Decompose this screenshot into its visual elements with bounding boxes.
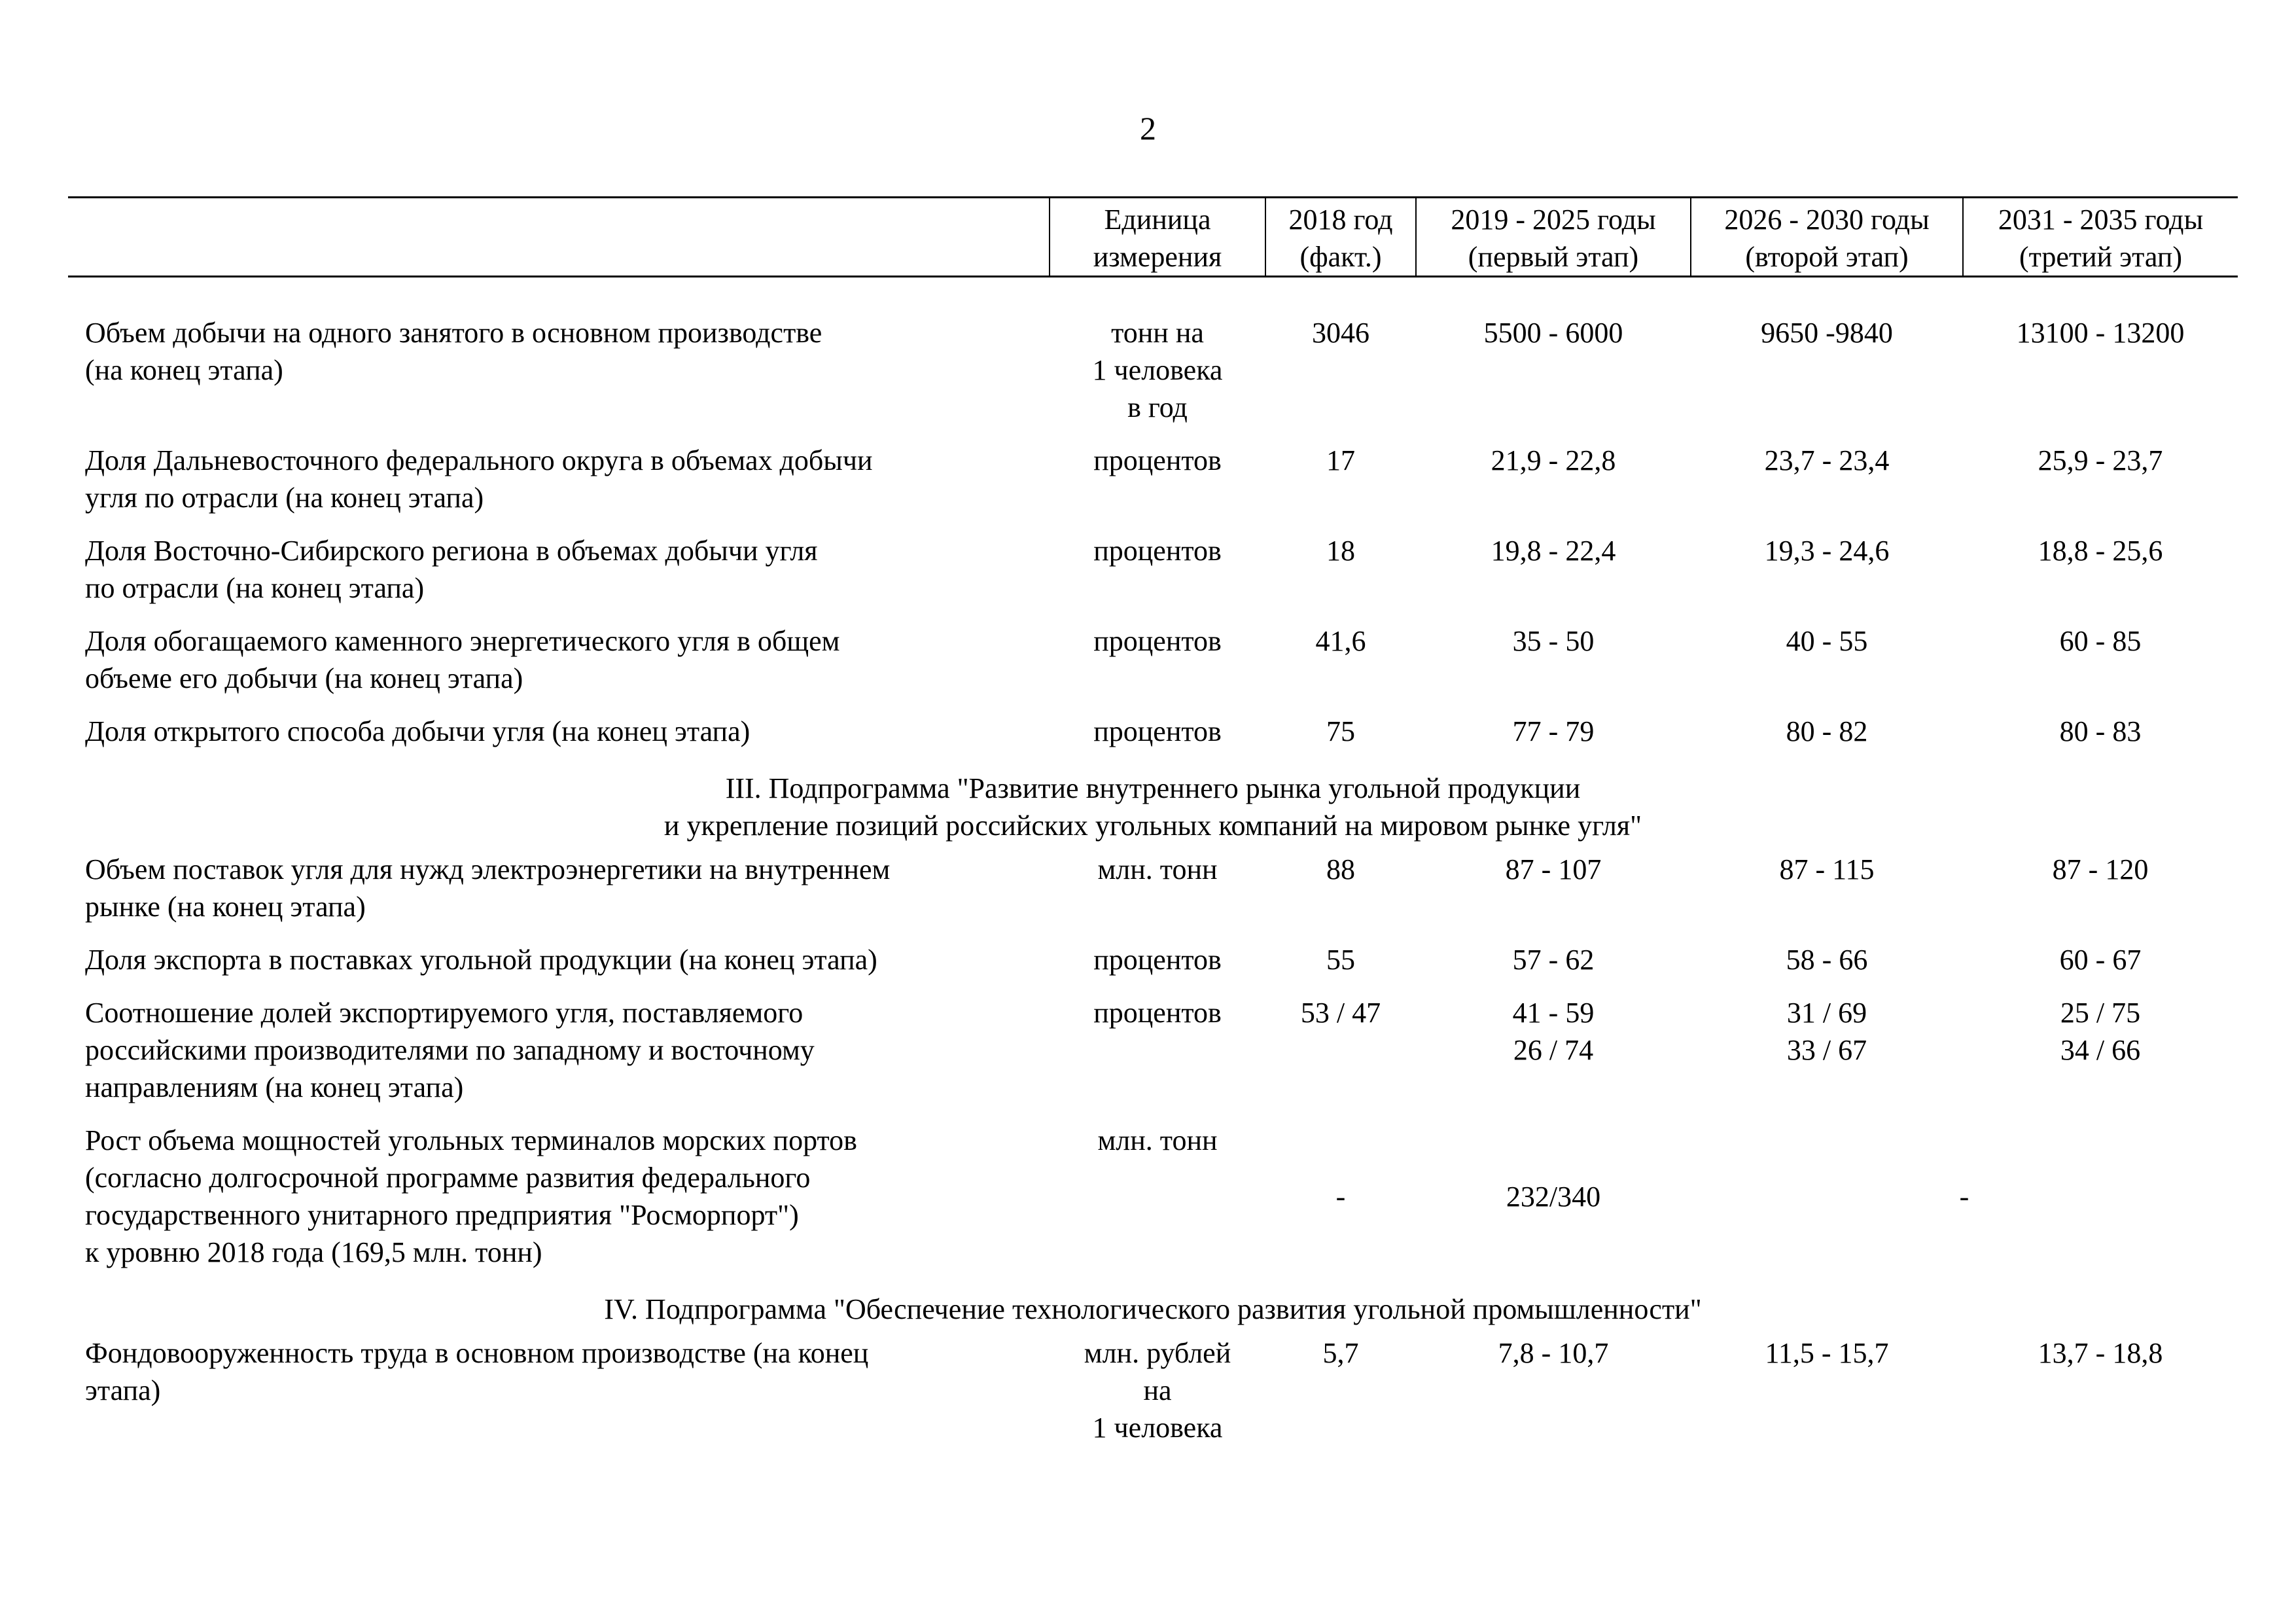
table-row bbox=[68, 314, 2238, 442]
value-stage1-cell bbox=[1416, 442, 1691, 532]
unit-cell-line: процентов bbox=[1093, 625, 1222, 657]
value-stage3-cell-line: 25 / 75 bbox=[2060, 997, 2141, 1029]
unit-cell-line: процентов bbox=[1093, 715, 1222, 747]
indicator-cell-line: Доля Дальневосточного федерального округа в объемах добычи bbox=[85, 444, 873, 476]
indicator-cell bbox=[68, 314, 1050, 442]
unit-cell-line: процентов bbox=[1093, 944, 1222, 976]
value-2018-cell bbox=[1265, 1334, 1416, 1462]
spacer-row bbox=[68, 277, 2238, 315]
unit-cell bbox=[1050, 713, 1265, 766]
value-stage3-cell-line: 18,8 - 25,6 bbox=[2038, 535, 2163, 567]
value-2018-cell-line: 3046 bbox=[1312, 317, 1369, 349]
value-stage2-cell bbox=[1691, 851, 1963, 941]
value-stage1-cell bbox=[1416, 851, 1691, 941]
table-row bbox=[68, 532, 2238, 622]
indicator-cell-line: Объем поставок угля для нужд электроэнергетики на внутреннем bbox=[85, 853, 891, 885]
value-stage1-cell bbox=[1416, 713, 1691, 766]
indicator-cell-line: угля по отрасли (на конец этапа) bbox=[85, 482, 484, 514]
unit-cell-line: тонн на bbox=[1111, 317, 1204, 349]
table-row bbox=[68, 713, 2238, 766]
value-stage3-cell bbox=[1963, 442, 2238, 532]
value-stage2-cell-line: 23,7 - 23,4 bbox=[1764, 444, 1890, 476]
section-heading bbox=[68, 1287, 2238, 1334]
value-stage2-cell bbox=[1691, 941, 1963, 994]
indicator-cell bbox=[68, 851, 1050, 941]
value-stage2-cell-line: 58 - 66 bbox=[1786, 944, 1868, 976]
value-stage1-cell bbox=[1416, 532, 1691, 622]
value-stage2-cell-line: 9650 -9840 bbox=[1761, 317, 1893, 349]
value-stage2-cell-line: 19,3 - 24,6 bbox=[1764, 535, 1890, 567]
indicator-cell-line: российскими производителями по западному и восточному bbox=[85, 1034, 815, 1066]
value-stage3-cell-line: 87 - 120 bbox=[2052, 853, 2149, 885]
section-heading-row bbox=[68, 766, 2238, 851]
value-stage3-cell bbox=[1963, 851, 2238, 941]
table-row bbox=[68, 851, 2238, 941]
table-header-row bbox=[68, 198, 2238, 277]
indicator-cell-line: Рост объема мощностей угольных терминалов морских портов bbox=[85, 1124, 857, 1156]
value-stage3-cell bbox=[1963, 622, 2238, 713]
value-stage3-cell bbox=[1963, 941, 2238, 994]
value-stage2-cell bbox=[1691, 532, 1963, 622]
value-stage3-cell-line: 34 / 66 bbox=[2060, 1034, 2141, 1066]
value-2018-cell-line: 17 bbox=[1326, 444, 1355, 476]
value-stage2-cell-line: 31 / 69 bbox=[1786, 997, 1867, 1029]
value-stage3-cell bbox=[1963, 994, 2238, 1122]
value-2018-cell-line: 18 bbox=[1326, 535, 1355, 567]
unit-cell bbox=[1050, 994, 1265, 1122]
value-stage3-cell-line: 13100 - 13200 bbox=[2016, 317, 2185, 349]
indicator-cell bbox=[68, 1334, 1050, 1462]
section-heading-line: III. Подпрограмма "Развитие внутреннего рынка угольной продукции bbox=[725, 772, 1581, 804]
indicator-cell bbox=[68, 994, 1050, 1122]
value-stage2-cell bbox=[1691, 622, 1963, 713]
value-stage3-cell bbox=[1963, 314, 2238, 442]
value-stage1-cell-line: 35 - 50 bbox=[1512, 625, 1595, 657]
value-2018-cell-line: 55 bbox=[1326, 944, 1355, 976]
value-stage1-cell-line: 21,9 - 22,8 bbox=[1491, 444, 1616, 476]
table-row bbox=[68, 941, 2238, 994]
indicator-cell-line: государственного унитарного предприятия "Росморпорт") bbox=[85, 1199, 799, 1231]
value-stage3-cell bbox=[1963, 1334, 2238, 1462]
value-stage1-cell-line: 41 - 59 bbox=[1512, 997, 1595, 1029]
value-stage1-cell-line: 7,8 - 10,7 bbox=[1498, 1337, 1609, 1369]
indicator-cell-line: по отрасли (на конец этапа) bbox=[85, 572, 425, 604]
header-unit: Единица измерения bbox=[1050, 198, 1265, 277]
indicator-cell-line: к уровню 2018 года (169,5 млн. тонн) bbox=[85, 1236, 542, 1268]
value-stage2-cell-line: 33 / 67 bbox=[1786, 1034, 1867, 1066]
value-2018-cell bbox=[1265, 532, 1416, 622]
table-row bbox=[68, 622, 2238, 713]
indicator-cell-line: Доля Восточно-Сибирского региона в объемах добычи угля bbox=[85, 535, 818, 567]
value-stage1-cell bbox=[1416, 1334, 1691, 1462]
indicator-cell-line: объеме его добычи (на конец этапа) bbox=[85, 662, 523, 694]
indicator-cell-line: Фондовооруженность труда в основном производстве (на конец bbox=[85, 1337, 869, 1369]
section-heading-row bbox=[68, 1287, 2238, 1334]
unit-cell-line: процентов bbox=[1093, 535, 1222, 567]
table-body bbox=[68, 277, 2238, 1463]
value-2018-cell-line: 88 bbox=[1326, 853, 1355, 885]
indicator-cell-line: Соотношение долей экспортируемого угля, поставляемого bbox=[85, 997, 804, 1029]
table-row bbox=[68, 442, 2238, 532]
indicator-cell-line: Доля экспорта в поставках угольной продукции (на конец этапа) bbox=[85, 944, 877, 976]
unit-cell-line: в год bbox=[1127, 391, 1188, 423]
value-stage1-cell bbox=[1416, 314, 1691, 442]
value-stages-2-3-cell: - bbox=[1959, 1180, 1969, 1213]
value-stage2-cell-line: 40 - 55 bbox=[1786, 625, 1868, 657]
value-stage2-cell-line: 80 - 82 bbox=[1786, 715, 1868, 747]
value-2018-cell bbox=[1265, 713, 1416, 766]
indicator-cell bbox=[68, 532, 1050, 622]
value-stage2-cell-line: 11,5 - 15,7 bbox=[1765, 1337, 1889, 1369]
value-stage2-cell-line: 87 - 115 bbox=[1779, 853, 1875, 885]
unit-cell bbox=[1050, 442, 1265, 532]
unit-cell: млн. тонн bbox=[1097, 1124, 1218, 1156]
header-stage1: 2019 - 2025 годы (первый этап) bbox=[1416, 198, 1691, 277]
unit-cell bbox=[1050, 1334, 1265, 1462]
value-stage3-cell-line: 13,7 - 18,8 bbox=[2038, 1337, 2163, 1369]
unit-cell bbox=[1050, 314, 1265, 442]
indicator-cell bbox=[68, 1122, 1050, 1287]
indicator-cell-line: (на конец этапа) bbox=[85, 354, 283, 386]
unit-cell-line: на bbox=[1143, 1374, 1172, 1406]
value-stage1-cell bbox=[1416, 941, 1691, 994]
value-stage1-cell-line: 19,8 - 22,4 bbox=[1491, 535, 1616, 567]
table-row-ports bbox=[68, 1122, 2238, 1287]
unit-cell bbox=[1050, 532, 1265, 622]
value-stage2-cell bbox=[1691, 994, 1963, 1122]
value-stage3-cell-line: 60 - 67 bbox=[2059, 944, 2142, 976]
indicators-table bbox=[68, 196, 2238, 1462]
indicator-cell-line: Доля открытого способа добычи угля (на конец этапа) bbox=[85, 715, 751, 747]
indicator-cell bbox=[68, 713, 1050, 766]
indicator-cell bbox=[68, 622, 1050, 713]
unit-cell-line: млн. тонн bbox=[1097, 853, 1218, 885]
section-heading bbox=[68, 766, 2238, 851]
unit-cell-line: процентов bbox=[1093, 997, 1222, 1029]
value-2018-cell-line: 5,7 bbox=[1322, 1337, 1359, 1369]
header-indicator bbox=[68, 198, 1050, 277]
value-2018-cell bbox=[1265, 442, 1416, 532]
table-row bbox=[68, 1334, 2238, 1462]
header-2018: 2018 год (факт.) bbox=[1265, 198, 1416, 277]
unit-cell bbox=[1050, 622, 1265, 713]
value-stage1-cell-line: 77 - 79 bbox=[1512, 715, 1595, 747]
page-number: 2 bbox=[1140, 110, 1156, 147]
unit-cell-line: 1 человека bbox=[1092, 354, 1223, 386]
value-stage2-cell bbox=[1691, 314, 1963, 442]
indicator-cell bbox=[68, 941, 1050, 994]
value-stage1-cell-line: 87 - 107 bbox=[1505, 853, 1602, 885]
indicator-cell-line: Доля обогащаемого каменного энергетического угля в общем bbox=[85, 625, 840, 657]
value-stage1-cell-line: 5500 - 6000 bbox=[1483, 317, 1623, 349]
value-stage3-cell-line: 60 - 85 bbox=[2059, 625, 2142, 657]
indicator-cell-line: рынке (на конец этапа) bbox=[85, 891, 366, 923]
header-stage2: 2026 - 2030 годы (второй этап) bbox=[1691, 198, 1963, 277]
value-stage2-cell bbox=[1691, 442, 1963, 532]
section-heading-line: и укрепление позиций российских угольных компаний на мировом рынке угля" bbox=[663, 810, 1642, 842]
indicator-cell-line: (согласно долгосрочной программе развития федерального bbox=[85, 1162, 811, 1194]
value-stage1-cell-line: 26 / 74 bbox=[1513, 1034, 1594, 1066]
value-stage1-cell bbox=[1416, 994, 1691, 1122]
unit-cell bbox=[1050, 851, 1265, 941]
section-heading-line: IV. Подпрограмма "Обеспечение технологического развития угольной промышленности" bbox=[604, 1293, 1702, 1325]
indicator-cell bbox=[68, 442, 1050, 532]
indicator-cell-line: направлениям (на конец этапа) bbox=[85, 1071, 464, 1103]
value-2018-cell bbox=[1265, 314, 1416, 442]
value-stage3-cell-line: 25,9 - 23,7 bbox=[2038, 444, 2163, 476]
value-stage3-cell bbox=[1963, 532, 2238, 622]
table-row bbox=[68, 994, 2238, 1122]
value-stage2-cell bbox=[1691, 1334, 1963, 1462]
value-2018-cell bbox=[1265, 622, 1416, 713]
value-stage2-cell bbox=[1691, 713, 1963, 766]
value-2018-cell bbox=[1265, 851, 1416, 941]
value-2018-cell-line: 53 / 47 bbox=[1300, 997, 1381, 1029]
value-stage1-cell: 232/340 bbox=[1506, 1180, 1601, 1213]
header-stage3: 2031 - 2035 годы (третий этап) bbox=[1963, 198, 2238, 277]
unit-cell-line: млн. рублей bbox=[1084, 1337, 1231, 1369]
value-stage1-cell bbox=[1416, 622, 1691, 713]
unit-cell-line: 1 человека bbox=[1092, 1412, 1223, 1444]
value-stage3-cell-line: 80 - 83 bbox=[2059, 715, 2142, 747]
unit-cell bbox=[1050, 941, 1265, 994]
unit-cell-line: процентов bbox=[1093, 444, 1222, 476]
value-stage1-cell-line: 57 - 62 bbox=[1512, 944, 1595, 976]
value-2018-cell bbox=[1265, 941, 1416, 994]
value-2018-cell-line: 41,6 bbox=[1315, 625, 1366, 657]
value-2018-cell: - bbox=[1335, 1180, 1346, 1213]
indicator-cell-line: Объем добычи на одного занятого в основном производстве bbox=[85, 317, 822, 349]
value-2018-cell-line: 75 bbox=[1326, 715, 1355, 747]
indicator-cell-line: этапа) bbox=[85, 1374, 161, 1406]
value-2018-cell bbox=[1265, 994, 1416, 1122]
value-stage3-cell bbox=[1963, 713, 2238, 766]
